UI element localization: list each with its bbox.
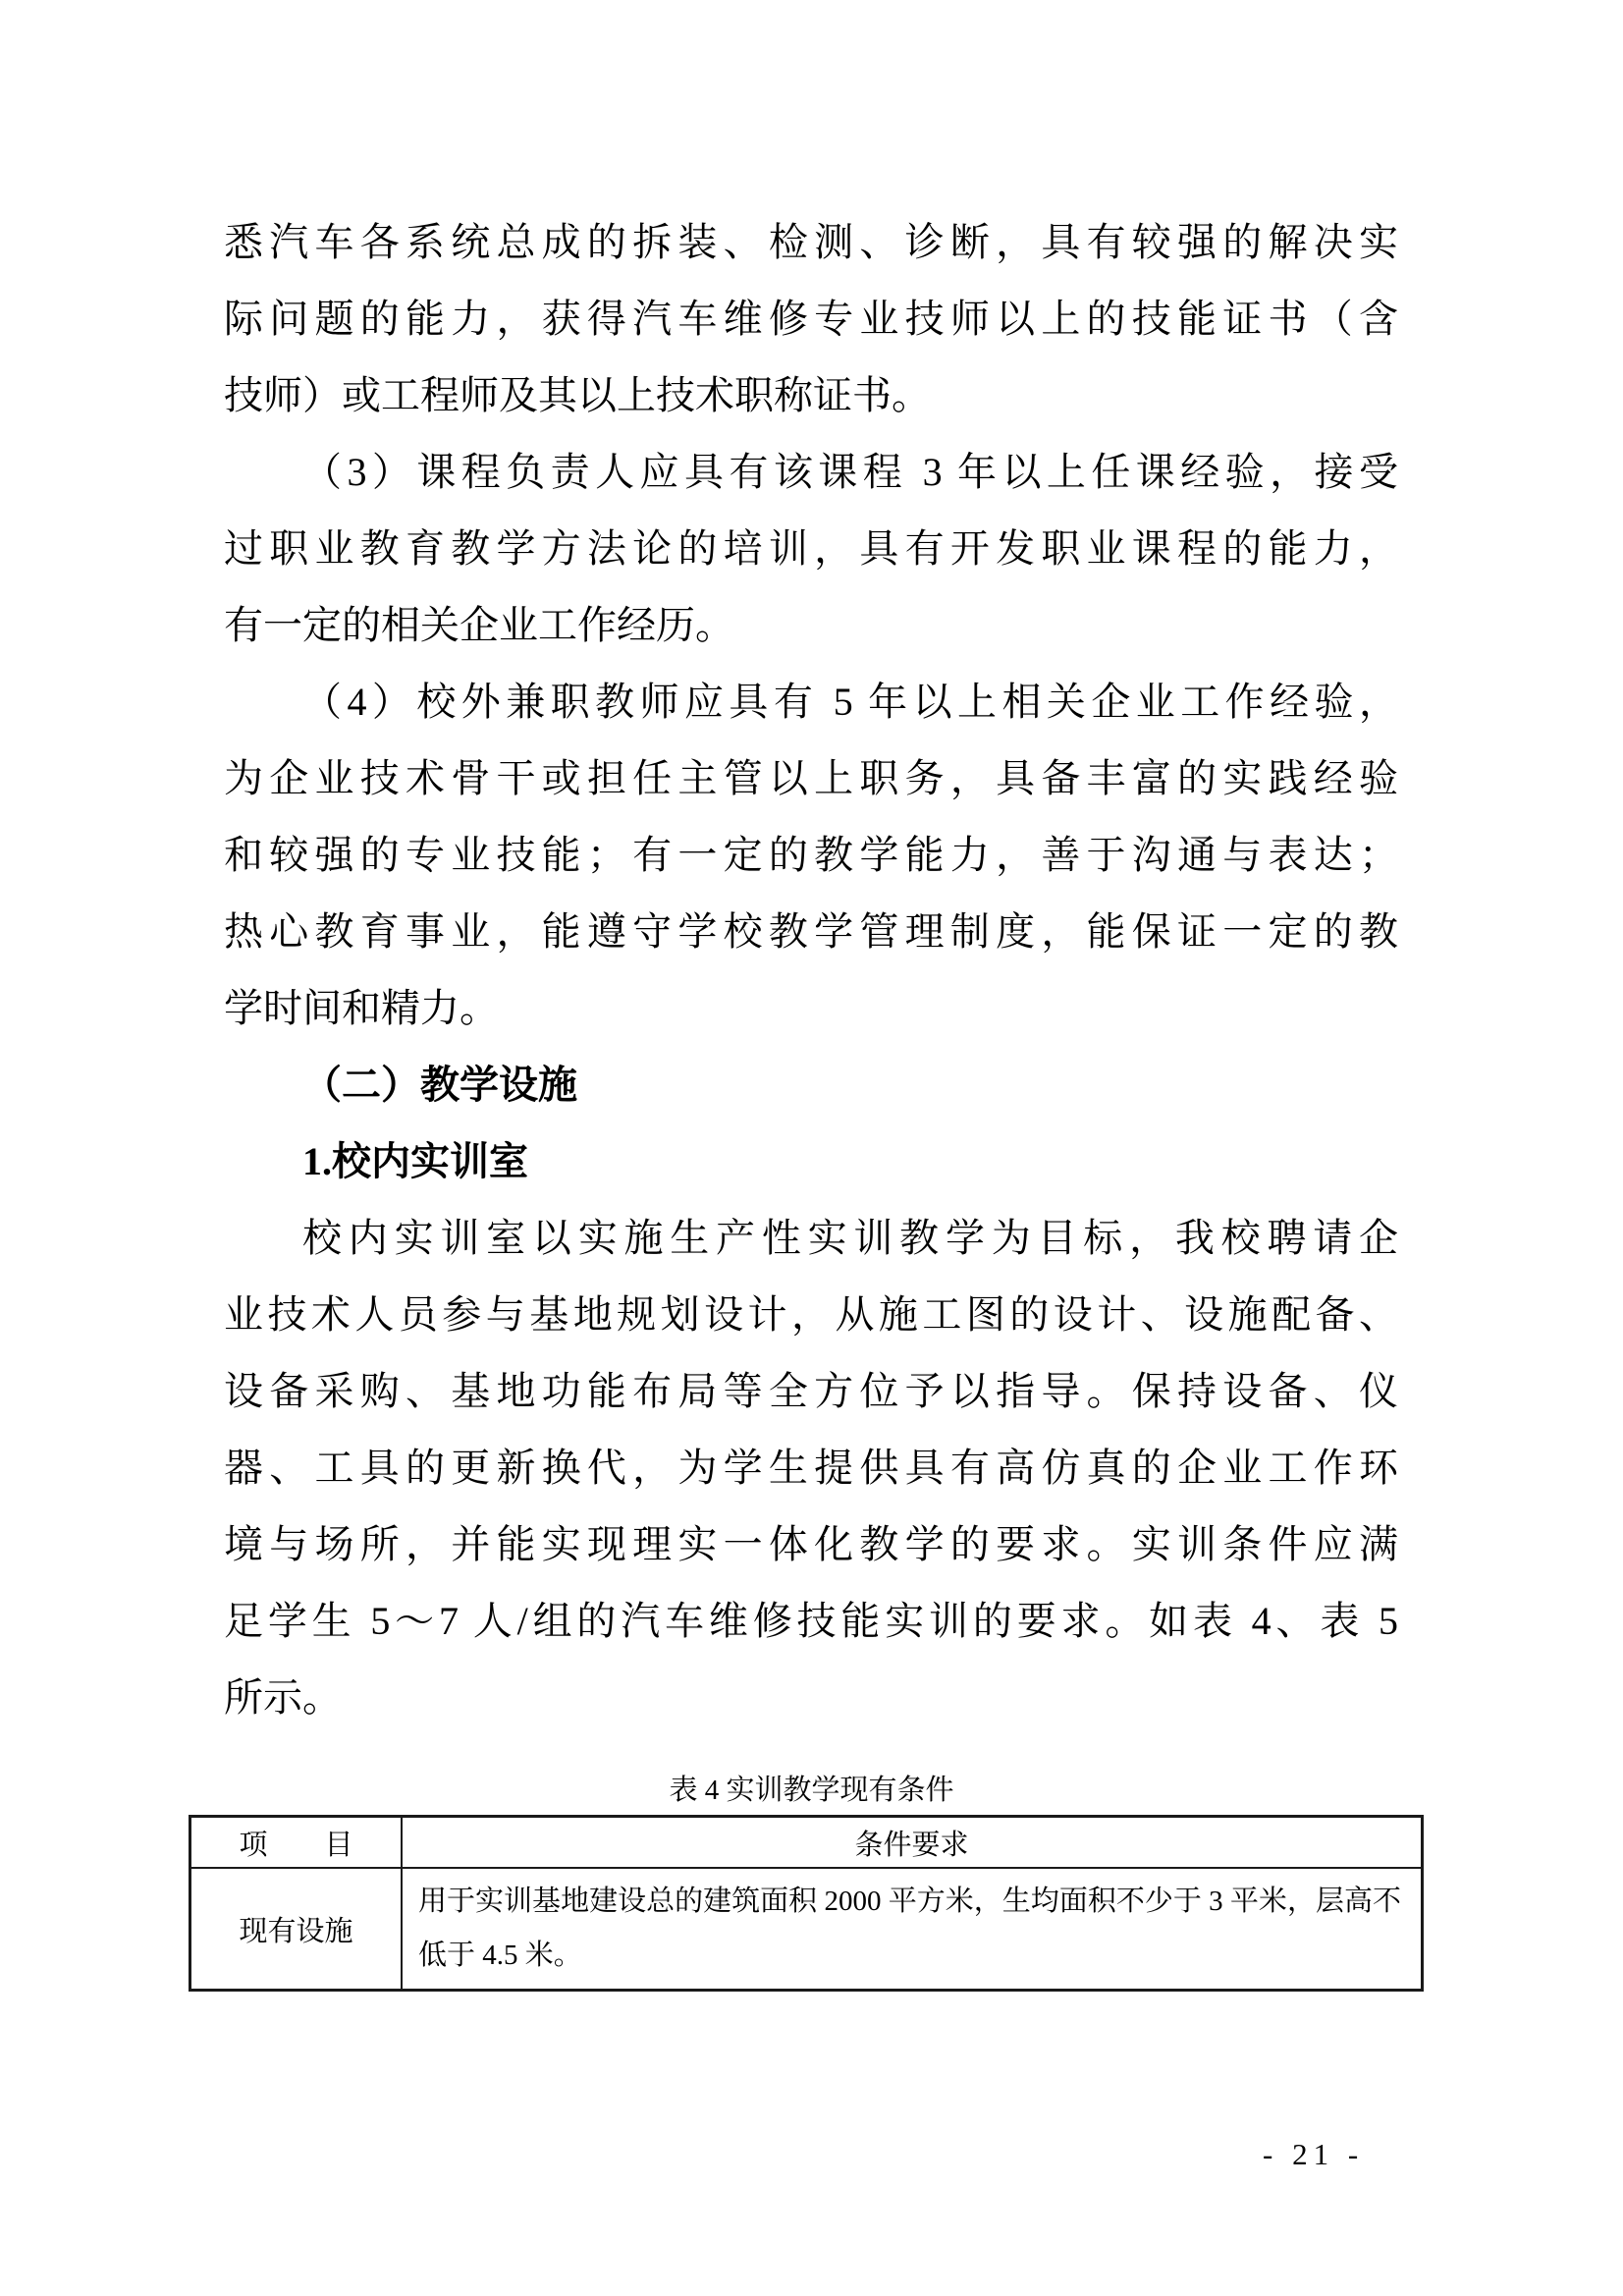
body-line: 设备采购、基地功能布局等全方位予以指导。保持设备、仪: [224, 1369, 1398, 1413]
body-line: 校内实训室以实施生产性实训教学为目标，我校聘请企: [302, 1216, 1398, 1260]
body-line: 有一定的相关企业工作经历。: [224, 603, 734, 647]
body-line: 境与场所，并能实现理实一体化教学的要求。实训条件应满: [224, 1522, 1398, 1566]
body-line: 器、工具的更新换代，为学生提供具有高仿真的企业工作环: [224, 1446, 1398, 1490]
section-heading: （二）教学设施: [302, 1063, 577, 1107]
body-line: （4）校外兼职教师应具有 5 年以上相关企业工作经验，: [302, 680, 1398, 724]
cell-item-label: 现有设施: [190, 1868, 403, 1991]
page-number: - 21 -: [1263, 2137, 1365, 2171]
body-line: 过职业教育教学方法论的培训，具有开发职业课程的能力，: [224, 526, 1398, 571]
table-row: [190, 1868, 1423, 1991]
training-conditions-table: [189, 1815, 1424, 1992]
cell-requirement-text: 用于实训基地建设总的建筑面积 2000 平方米，生均面积不少于 3 平米，层高不低于 4.5 米。: [402, 1868, 1423, 1991]
column-header-item: 项 目: [190, 1817, 403, 1869]
body-line: 际问题的能力，获得汽车维修专业技师以上的技能证书（含: [224, 297, 1398, 341]
body-line: 热心教育事业，能遵守学校教学管理制度，能保证一定的教: [224, 909, 1398, 954]
body-line: （3）课程负责人应具有该课程 3 年以上任课经验，接受: [302, 450, 1398, 494]
body-line: 足学生 5～7 人/组的汽车维修技能实训的要求。如表 4、表 5: [224, 1599, 1398, 1643]
body-line: 悉汽车各系统总成的拆装、检测、诊断，具有较强的解决实: [224, 220, 1398, 264]
subsection-heading: 1.校内实训室: [302, 1139, 528, 1183]
body-line: 技师）或工程师及其以上技术职称证书。: [224, 373, 931, 417]
body-line: 学时间和精力。: [224, 986, 499, 1030]
body-line: 和较强的专业技能；有一定的教学能力，善于沟通与表达；: [224, 833, 1398, 877]
column-header-requirement: 条件要求: [402, 1817, 1423, 1869]
table-caption: 表 4 实训教学现有条件: [669, 1775, 954, 1806]
table-header-row: [190, 1817, 1423, 1869]
body-line: 业技术人员参与基地规划设计，从施工图的设计、设施配备、: [224, 1292, 1398, 1337]
body-line: 为企业技术骨干或担任主管以上职务，具备丰富的实践经验: [224, 756, 1398, 800]
body-text-block: [224, 204, 1398, 1736]
body-line: 所示。: [224, 1675, 342, 1720]
